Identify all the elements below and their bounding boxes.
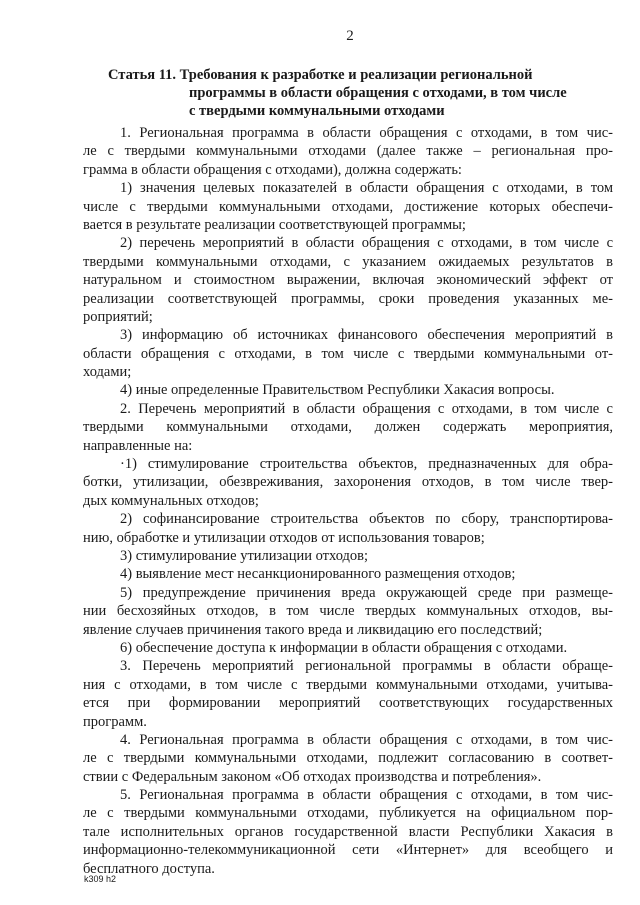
body-line: 5) предупреждение причинения вреда окружающей среде при размеще- <box>120 584 613 601</box>
body-line: направленные на: <box>83 437 193 454</box>
body-line: программ. <box>83 713 147 730</box>
body-line: ется при формировании мероприятий соответствующих государственных <box>83 695 613 712</box>
body-line: вается в результате реализации соответствующей программы; <box>83 216 466 233</box>
body-line: ле с твердыми коммунальными отходами, подлежит согласованию в соответ- <box>83 750 613 767</box>
body-line: информационно-телекоммуникационной сети «Интернет» для всеобщего и <box>83 842 613 859</box>
body-line: 2) софинансирование строительства объектов по сбору, транспортирова- <box>120 511 613 528</box>
page-number: 2 <box>346 28 354 44</box>
body-line: ходами; <box>83 364 132 381</box>
article-heading <box>108 66 628 120</box>
body-line: 2) перечень мероприятий в области обращения с отходами, в том числе с <box>120 235 613 252</box>
body-line: 1. Региональная программа в области обращения с отходами, в том чис- <box>120 125 613 141</box>
body-line: ле с твердыми коммунальными отходами, публикуется на официальном пор- <box>83 805 613 822</box>
body-line: 6) обеспечение доступа к информации в области обращения с отходами. <box>120 639 568 656</box>
article-body <box>83 124 613 878</box>
body-line: 3) информацию об источниках финансового обеспечения мероприятий в <box>120 327 613 344</box>
heading-line: программы в области обращения с отходами, в том числе <box>189 85 567 101</box>
body-line: реализации соответствующей программы, сроки проведения указанных ме- <box>83 290 613 307</box>
body-line: бесплатного доступа. <box>83 860 215 877</box>
body-line: нию, обработке и утилизации отходов от использования товаров; <box>83 529 485 546</box>
body-line: 4) иные определенные Правительством Республики Хакасия вопросы. <box>120 382 555 399</box>
body-line: твердыми коммунальными отходами, должен содержать мероприятия, <box>83 419 613 436</box>
body-line: 5. Региональная программа в области обращения с отходами, в том чис- <box>120 787 613 804</box>
body-line: грамма в области обращения с отходами), должна содержать: <box>83 161 462 178</box>
body-line: дых коммунальных отходов; <box>83 492 259 509</box>
body-line: 3) стимулирование утилизации отходов; <box>120 547 369 564</box>
body-line: нии бесхозяйных отходов, в том числе твердых коммунальных отходов, вы- <box>83 603 613 620</box>
body-line: натуральном и стоимостном выражении, включая экономический эффект от <box>83 272 613 289</box>
body-line: ния с отходами, в том числе с твердыми коммунальными отходами, учитыва- <box>83 676 613 693</box>
body-line: 2. Перечень мероприятий в области обращения с отходами, в том числе с <box>120 400 613 417</box>
body-line: 4. Региональная программа в области обращения с отходами, в том чис- <box>120 731 613 748</box>
body-line: ·1) стимулирование строительства объектов, предназначенных для обра- <box>120 456 613 473</box>
body-line: тале исполнительных органов государственной власти Республики Хакасия в <box>83 823 613 840</box>
body-line: ле с твердыми коммунальными отходами (далее также – региональная про- <box>83 143 613 160</box>
body-line: 1) значения целевых показателей в области обращения с отходами, в том <box>120 180 613 197</box>
body-line: твердыми коммунальными отходами, с указанием ожидаемых результатов в <box>83 253 613 270</box>
body-line: числе с твердыми коммунальными отходами, достижение которых обеспечи- <box>83 198 613 215</box>
body-line: ботки, утилизации, обезвреживания, захоронения отходов, в том числе твер- <box>83 474 613 491</box>
heading-line: Статья 11. Требования к разработке и реализации региональной <box>108 67 533 83</box>
body-line: роприятий; <box>83 308 153 325</box>
body-line: 3. Перечень мероприятий региональной программы в области обраще- <box>120 658 613 675</box>
body-line: ствии с Федеральным законом «Об отходах производства и потребления». <box>83 768 542 785</box>
footer-document-code: k309 h2 <box>84 874 117 884</box>
body-line: 4) выявление мест несанкционированного размещения отходов; <box>120 566 516 583</box>
body-line: явление случаев причинения такого вреда и ликвидацию его последствий; <box>83 621 543 638</box>
heading-line: с твердыми коммунальными отходами <box>189 103 445 119</box>
body-line: области обращения с отходами, в том числе с твердыми коммунальными от- <box>83 345 613 362</box>
